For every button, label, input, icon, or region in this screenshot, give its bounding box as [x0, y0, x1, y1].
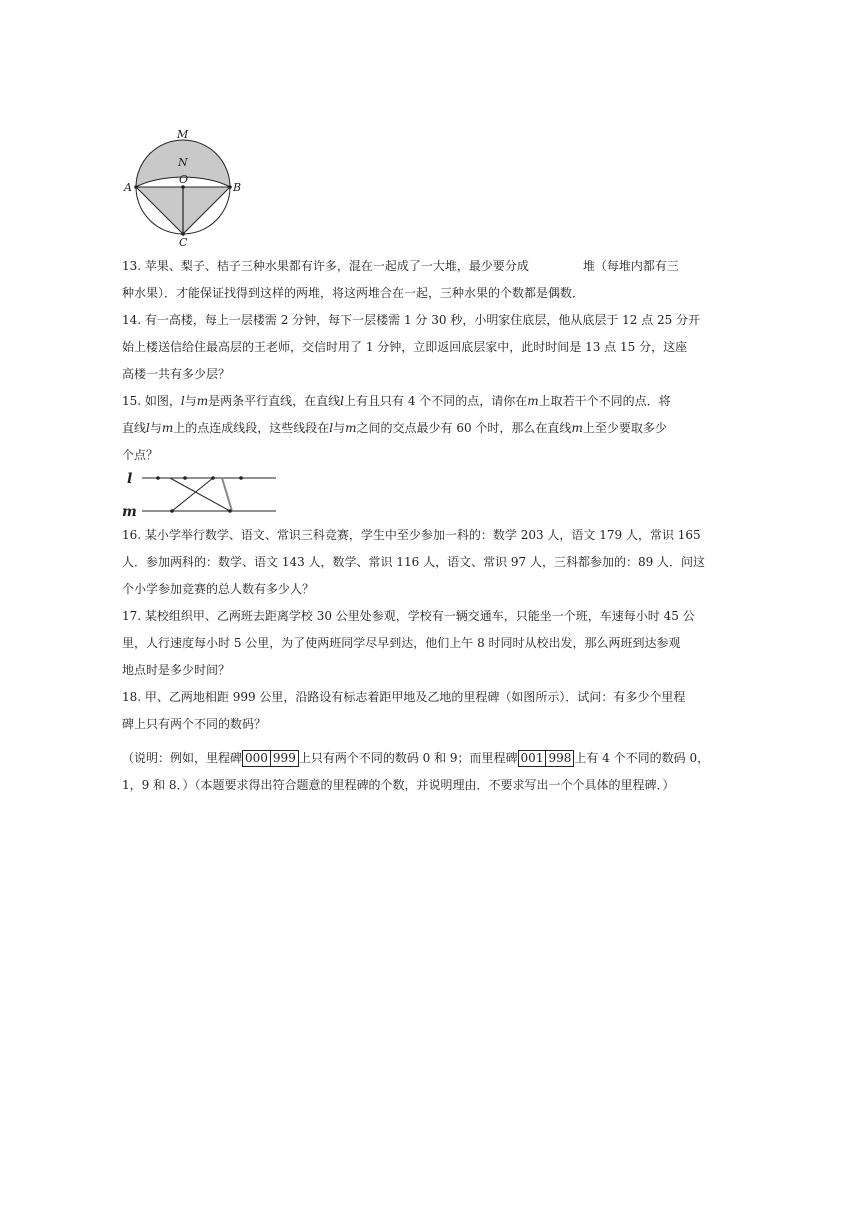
q14-line1: 14. 有一高楼，每上一层楼需 2 分钟，每下一层楼需 1 分 30 秒，小明家住底层，他从底层于 12 点 25 分开 — [122, 313, 701, 327]
q17-line1: 17. 某校组织甲、乙两班去距离学校 30 公里处参观，学校有一辆交通车，只能坐一个班，车速每小时 45 公 — [122, 609, 695, 623]
label-b: B — [233, 181, 242, 194]
q18-note-c: 上有 4 个不同的数码 0， — [574, 751, 710, 765]
question-18 — [122, 684, 747, 738]
q14-line2: 始上楼送信给住最高层的王老师，交信时用了 1 分钟，立即返回底层家中，此时时间是 13 点 15 分，这座 — [122, 340, 688, 354]
q15-var-m: m — [196, 394, 209, 408]
q15-line2-a: 直线 — [122, 421, 147, 435]
q18-note-a: （说明：例如，里程碑 — [122, 751, 243, 765]
q15-var-m: m — [345, 421, 357, 435]
q15-line2-c: 上的点连成线段，这些线段在 — [173, 421, 330, 435]
point-l-1 — [156, 476, 160, 480]
question-17 — [122, 603, 747, 684]
point-b — [228, 185, 232, 189]
point-l-3 — [211, 476, 215, 480]
q15-var-m: m — [571, 421, 583, 435]
q15-var-l: l — [180, 394, 185, 408]
q15-var-m: m — [161, 421, 174, 435]
label-n: N — [178, 156, 188, 169]
segment-3 — [222, 478, 232, 511]
q18-line2: 碑上只有两个不同的数码？ — [122, 717, 267, 731]
label-o: O — [179, 173, 189, 186]
q14-line3: 高楼一共有多少层？ — [122, 367, 231, 381]
milestone-box: 998 — [546, 750, 574, 767]
q17-line2: 里，人行速度每小时 5 公里，为了使两班同学尽早到达，他们上午 8 时同时从校出发，那么两班到达参观 — [122, 636, 681, 650]
q15-var-m: m — [527, 394, 539, 408]
q15-var-l: l — [329, 421, 334, 435]
q15-line1-d: 上有且只有 4 个不同的点，请你在 — [344, 394, 528, 408]
q16-line2: 人．参加两科的：数学、语文 143 人，数学、常识 116 人，语文、常识 97 人，三科都参加的：89 人．问这 — [122, 555, 706, 569]
label-line-m: m — [122, 504, 137, 520]
milestone-box: 999 — [271, 750, 299, 767]
circle-figure — [118, 124, 248, 250]
question-18-note — [122, 745, 747, 799]
q15-line2-e: 之间的交点最少有 60 个时，那么在直线 — [356, 421, 572, 435]
question-15 — [122, 388, 747, 469]
q15-line3: 个点？ — [122, 448, 159, 462]
q13-line1-b: 堆（每堆内都有三 — [582, 259, 679, 273]
q15-line1-b: 与 — [184, 394, 197, 408]
q15-line1-c: 是两条平行直线，在直线 — [208, 394, 341, 408]
q15-var-l: l — [340, 394, 345, 408]
q18-line4: 1，9 和 8．）（本题要求得出符合题意的里程碑的个数，并说明理由．不要求写出一个个具体的里程碑．） — [122, 778, 675, 792]
point-m-2 — [228, 509, 232, 513]
question-14 — [122, 307, 747, 388]
label-m: M — [177, 128, 189, 141]
q16-line1: 16. 某小学举行数学、语文、常识三科竞赛，学生中至少参加一科的：数学 203 人，语文 179 人，常识 165 — [122, 528, 701, 542]
q15-line1-e: 上取若干个不同的点．将 — [538, 394, 671, 408]
question-16 — [122, 522, 747, 603]
q15-line1-a: 15. 如图， — [122, 394, 181, 408]
parallel-lines-figure — [118, 466, 283, 520]
q18-line1: 18. 甲、乙两地相距 999 公里，沿路设有标志着距甲地及乙地的里程碑（如图所示）．试问：有多少个里程 — [122, 690, 686, 704]
q16-line3: 个小学参加竞赛的总人数有多少人？ — [122, 582, 315, 596]
question-13 — [122, 253, 747, 307]
q15-line2-b: 与 — [149, 421, 162, 435]
q17-line3: 地点时是多少时间？ — [122, 663, 231, 677]
q15-line2-d: 与 — [333, 421, 346, 435]
q13-line1-a: 13. 苹果、梨子、桔子三种水果都有许多，混在一起成了一大堆，最少要分成 — [122, 259, 529, 273]
q13-line2: 种水果）．才能保证找得到这样的两堆，将这两堆合在一起，三种水果的个数都是偶数． — [122, 286, 585, 300]
label-line-l: l — [127, 471, 133, 487]
point-a — [134, 185, 138, 189]
label-c: C — [179, 236, 188, 249]
milestone-box: 000 — [242, 750, 271, 767]
q15-line2-f: 上至少要取多少 — [582, 421, 667, 435]
segment-1 — [170, 478, 230, 511]
label-a: A — [124, 181, 132, 194]
point-l-4 — [239, 476, 243, 480]
q15-var-l: l — [146, 421, 150, 435]
point-l-2 — [183, 476, 187, 480]
point-m-1 — [170, 509, 174, 513]
q18-note-b: 上只有两个不同的数码 0 和 9；而里程碑 — [298, 751, 518, 765]
milestone-box: 001 — [518, 750, 547, 767]
